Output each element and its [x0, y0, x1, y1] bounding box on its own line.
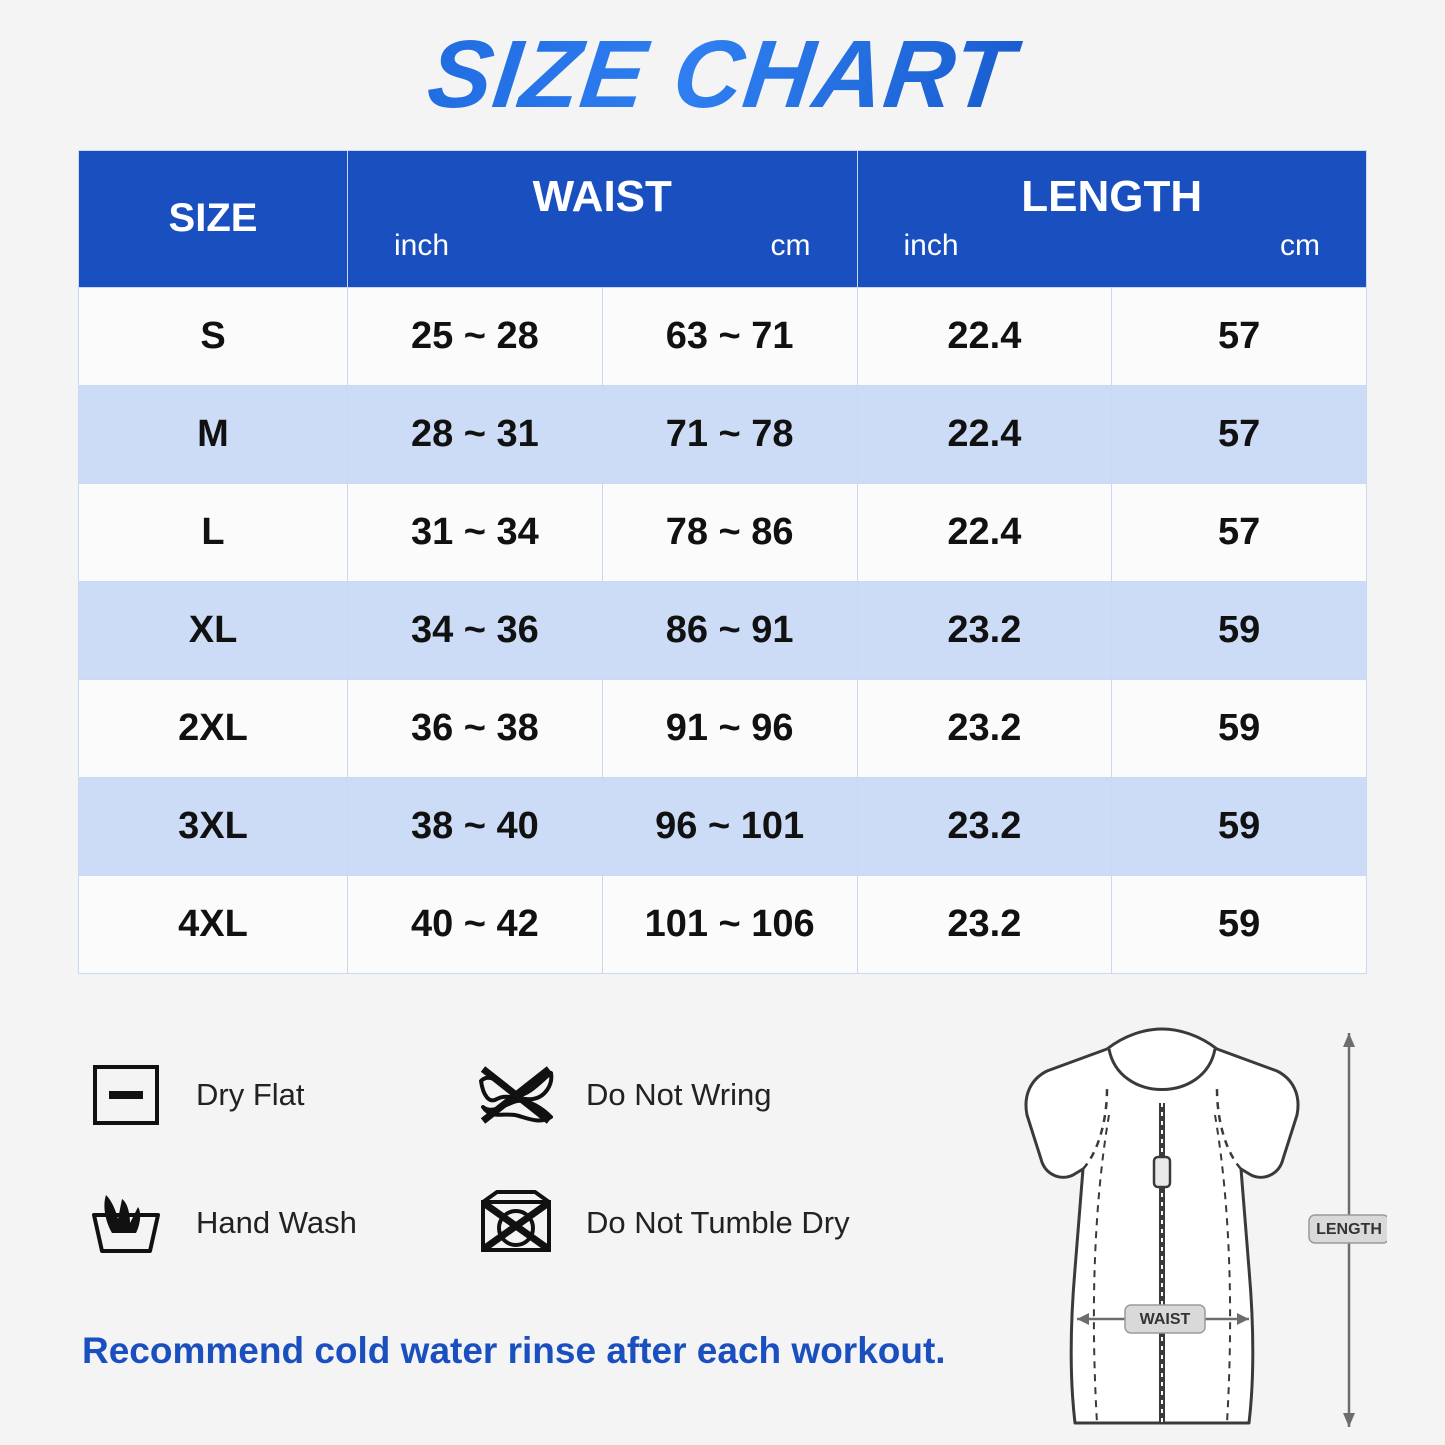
cell-size: M: [79, 385, 348, 483]
care-item-do-not-wring: [472, 1055, 772, 1135]
cell-size: 3XL: [79, 777, 348, 875]
table-row: [79, 287, 1367, 385]
column-header-waist-title: WAIST: [532, 171, 672, 221]
care-row-2: [82, 1183, 962, 1263]
cell-waist-cm: 91 ~ 96: [602, 679, 857, 777]
care-label-do-not-wring: Do Not Wring: [586, 1077, 772, 1112]
cell-size: 2XL: [79, 679, 348, 777]
table-row: [79, 875, 1367, 973]
cell-length-inch: 23.2: [857, 581, 1112, 679]
cell-waist-cm: 101 ~ 106: [602, 875, 857, 973]
cell-length-inch: 22.4: [857, 483, 1112, 581]
cell-length-cm: 59: [1112, 777, 1367, 875]
cell-waist-inch: 25 ~ 28: [348, 287, 603, 385]
cell-length-inch: 23.2: [857, 679, 1112, 777]
do-not-wring-icon: [472, 1055, 560, 1135]
do-not-tumble-dry-icon: [472, 1183, 560, 1263]
cell-waist-inch: 40 ~ 42: [348, 875, 603, 973]
care-item-do-not-tumble-dry: [472, 1183, 850, 1263]
table-row: [79, 385, 1367, 483]
table-header-row: [79, 150, 1367, 287]
table-row: [79, 777, 1367, 875]
care-label-dry-flat: Dry Flat: [196, 1077, 305, 1112]
size-chart-table: [78, 150, 1367, 974]
cell-waist-cm: 86 ~ 91: [602, 581, 857, 679]
cell-size: 4XL: [79, 875, 348, 973]
cell-size: S: [79, 287, 348, 385]
care-note: Recommend cold water rinse after each workout.: [82, 1330, 946, 1371]
page-title: SIZE CHART: [0, 0, 1445, 128]
table-row: [79, 679, 1367, 777]
hand-wash-icon: [82, 1183, 170, 1263]
column-header-waist: [348, 150, 858, 287]
cell-length-cm: 59: [1112, 581, 1367, 679]
table-body: [79, 287, 1367, 973]
cell-length-inch: 22.4: [857, 385, 1112, 483]
cell-length-cm: 57: [1112, 483, 1367, 581]
cell-length-cm: 57: [1112, 287, 1367, 385]
cell-waist-inch: 31 ~ 34: [348, 483, 603, 581]
dry-flat-icon: [82, 1055, 170, 1135]
cell-length-cm: 57: [1112, 385, 1367, 483]
cell-length-inch: 23.2: [857, 875, 1112, 973]
care-label-do-not-tumble-dry: Do Not Tumble Dry: [586, 1205, 850, 1240]
column-header-length-inch: inch: [903, 228, 959, 262]
care-instructions: [82, 1055, 962, 1311]
column-header-length-cm: cm: [1280, 228, 1320, 262]
column-header-size: SIZE: [79, 150, 348, 287]
cell-length-inch: 22.4: [857, 287, 1112, 385]
care-label-hand-wash: Hand Wash: [196, 1205, 357, 1240]
cell-waist-cm: 63 ~ 71: [602, 287, 857, 385]
size-chart-table-wrapper: [78, 150, 1367, 974]
table-header: [79, 150, 1367, 287]
cell-size: L: [79, 483, 348, 581]
column-header-waist-units: [348, 229, 857, 263]
care-row-1: [82, 1055, 962, 1135]
cell-waist-inch: 34 ~ 36: [348, 581, 603, 679]
cell-waist-inch: 36 ~ 38: [348, 679, 603, 777]
table-row: [79, 581, 1367, 679]
column-header-length-units: [858, 229, 1367, 263]
column-header-length: [857, 150, 1367, 287]
length-measure-label: LENGTH: [1316, 1221, 1382, 1238]
cell-length-inch: 23.2: [857, 777, 1112, 875]
cell-waist-cm: 96 ~ 101: [602, 777, 857, 875]
waist-measure-label: WAIST: [1139, 1311, 1191, 1328]
garment-diagram: [957, 1019, 1387, 1439]
column-header-length-title: LENGTH: [1021, 171, 1203, 221]
cell-waist-cm: 78 ~ 86: [602, 483, 857, 581]
table-row: [79, 483, 1367, 581]
column-header-waist-cm: cm: [770, 228, 811, 262]
cell-size: XL: [79, 581, 348, 679]
cell-waist-inch: 28 ~ 31: [348, 385, 603, 483]
cell-waist-inch: 38 ~ 40: [348, 777, 603, 875]
cell-waist-cm: 71 ~ 78: [602, 385, 857, 483]
cell-length-cm: 59: [1112, 679, 1367, 777]
cell-length-cm: 59: [1112, 875, 1367, 973]
care-item-hand-wash: [82, 1183, 472, 1263]
care-item-dry-flat: [82, 1055, 472, 1135]
column-header-waist-inch: inch: [394, 228, 450, 262]
